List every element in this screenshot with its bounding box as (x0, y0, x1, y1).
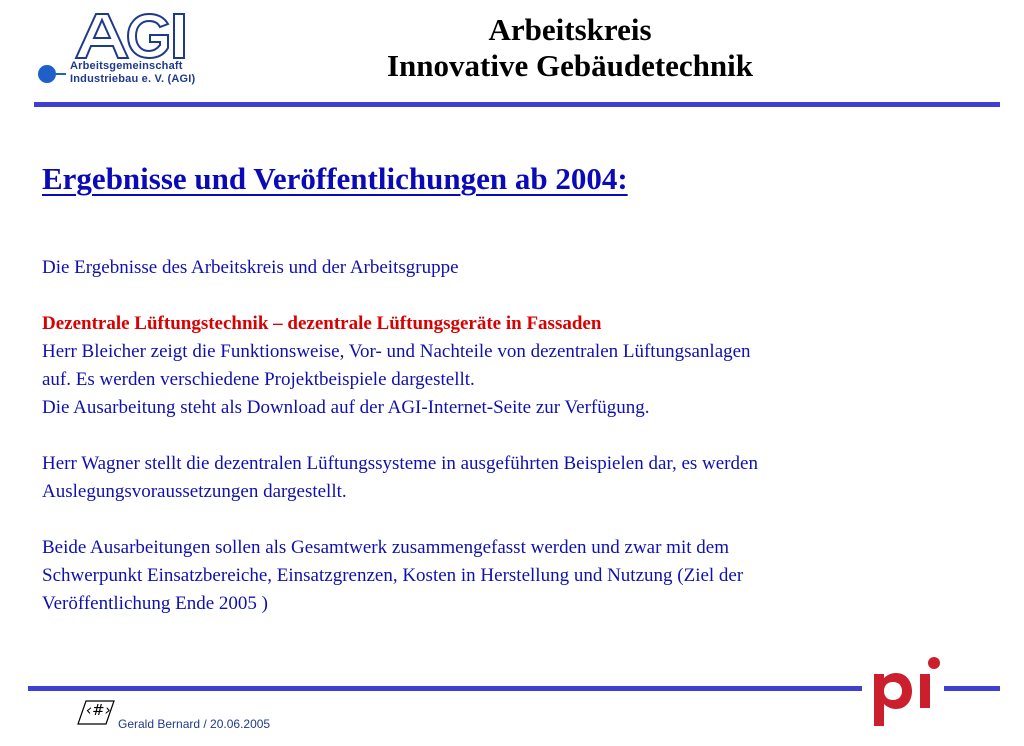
page-heading: Ergebnisse und Veröffentlichungen ab 2004: (42, 161, 628, 196)
spacer (42, 282, 1002, 310)
page-number: ‹#› (86, 701, 111, 719)
paragraph3-line1: Beide Ausarbeitungen sollen als Gesamtwerk zusammengefasst werden und zwar mit dem (42, 537, 729, 558)
footer-divider (28, 686, 862, 691)
header-title-line1: Arbeitskreis (488, 12, 652, 47)
agi-logo-graphic (36, 8, 226, 100)
paragraph3-line3: Veröffentlichung Ende 2005 ) (42, 593, 269, 614)
header-divider (34, 102, 1000, 107)
spacer (42, 422, 1002, 450)
paragraph1-line2: auf. Es werden verschiedene Projektbeispiele dargestellt. (42, 369, 475, 390)
paragraph1-line1: Herr Bleicher zeigt die Funktionsweise, Vor- und Nachteile von dezentralen Lüftungsanlagen (42, 341, 751, 362)
footer-author-date: Gerald Bernard / 20.06.2005 (118, 717, 271, 731)
footer-divider-right (944, 686, 1000, 691)
agi-logo (36, 8, 226, 100)
paragraph2-line2: Auslegungsvoraussetzungen dargestellt. (42, 481, 347, 502)
intro-text: Die Ergebnisse des Arbeitskreis und der Arbeitsgruppe (42, 257, 459, 278)
header-title (240, 12, 900, 84)
logo-org-line2: Industriebau e. V. (AGI) (70, 73, 196, 85)
paragraph3-line2: Schwerpunkt Einsatzbereiche, Einsatzgrenzen, Kosten in Herstellung und Nutzung (Ziel der (42, 565, 744, 586)
paragraph2-line1: Herr Wagner stellt die dezentralen Lüftungssysteme in ausgeführten Beispielen dar, es werden (42, 453, 758, 474)
agi-logo-caption (36, 60, 195, 86)
slide-body (42, 254, 1002, 618)
spacer (42, 506, 1002, 534)
logo-org-line1: Arbeitsgemeinschaft (70, 60, 183, 72)
header-title-line2: Innovative Gebäudetechnik (386, 48, 754, 83)
topic-heading: Dezentrale Lüftungstechnik – dezentrale Lüftungsgeräte in Fassaden (42, 313, 602, 334)
paragraph1-line3: Die Ausarbeitung steht als Download auf der AGI-Internet-Seite zur Verfügung. (42, 397, 650, 418)
pi-logo (866, 656, 950, 730)
